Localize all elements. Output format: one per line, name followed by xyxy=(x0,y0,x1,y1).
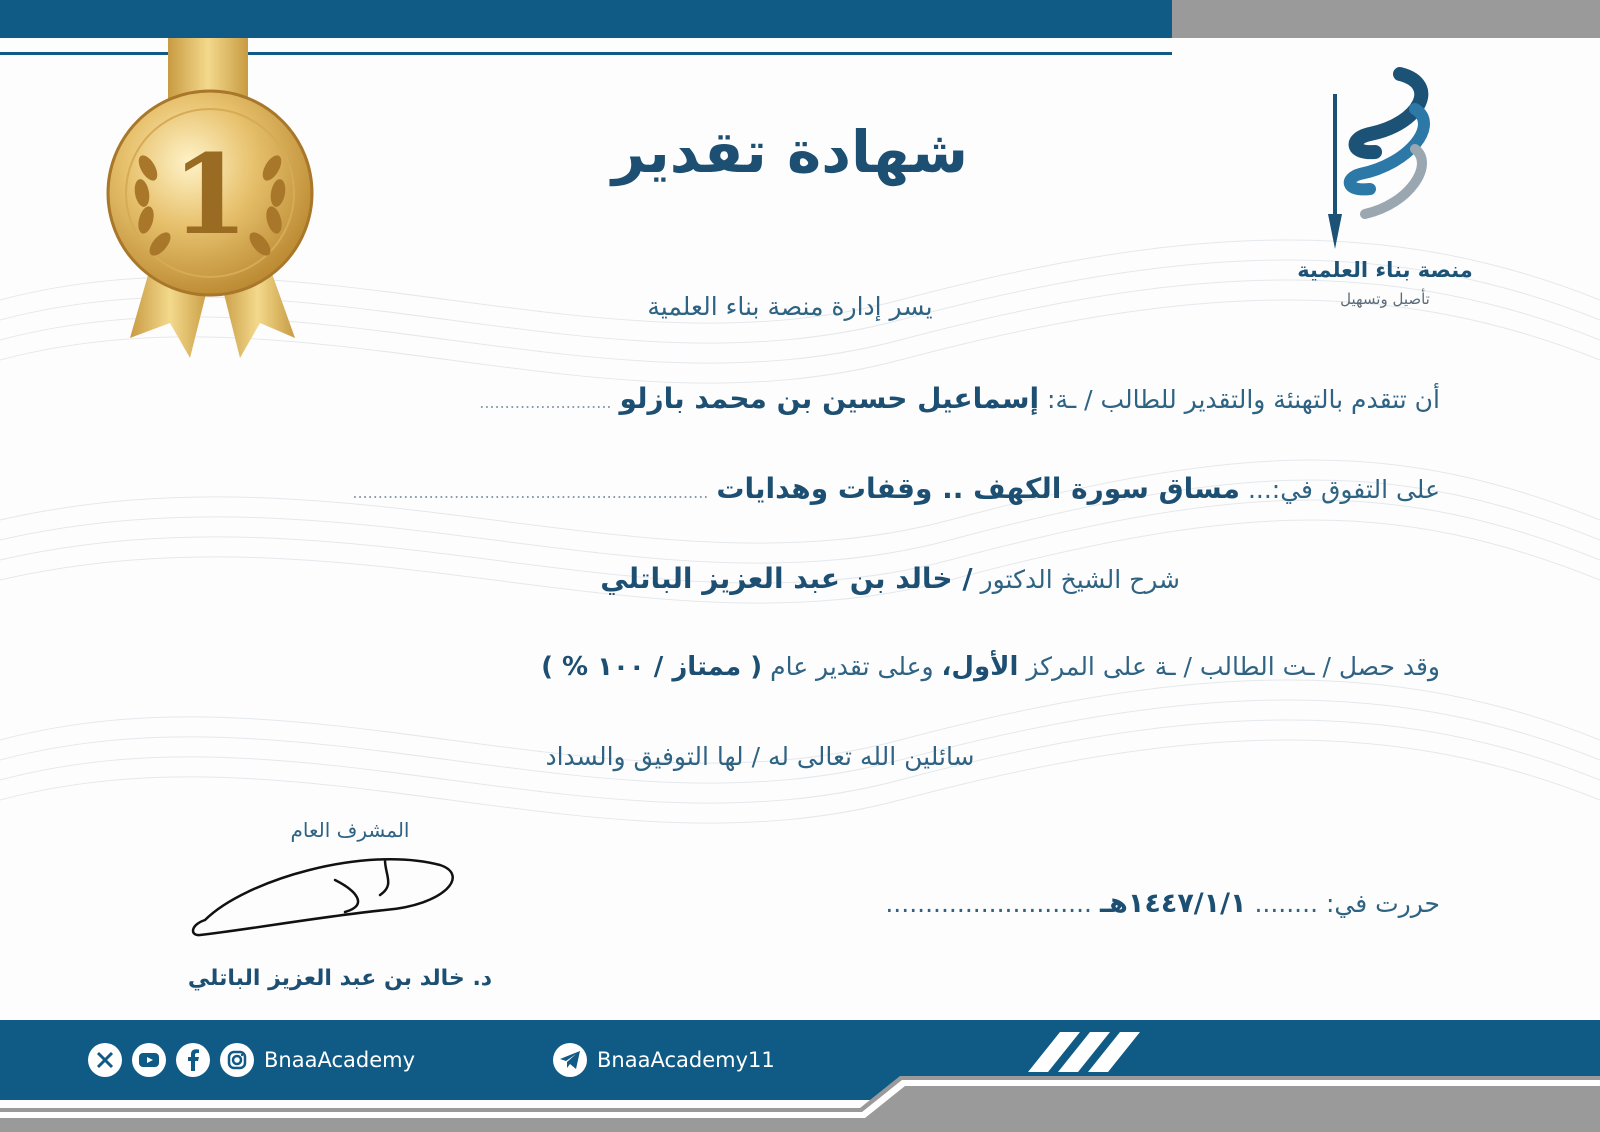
course-name: مساق سورة الكهف .. وقفات وهدايات xyxy=(716,472,1240,505)
date-line xyxy=(840,888,1440,919)
certificate-title: شهادة تقدير xyxy=(611,118,969,186)
telegram-icon[interactable] xyxy=(553,1043,587,1077)
top-bar-gray xyxy=(1172,0,1600,38)
x-icon[interactable] xyxy=(88,1043,122,1077)
result-text-1: وقد حصل / ـت الطالب / ـة على المركز xyxy=(1026,652,1440,681)
supervisor-title: المشرف العام xyxy=(290,818,410,842)
prayer-text: سائلين الله تعالى له / لها التوفيق والسداد xyxy=(545,742,975,771)
supervisor-name: د. خالد بن عبد العزيز الباتلي xyxy=(187,966,493,991)
excellence-line xyxy=(180,472,1440,505)
signature-image xyxy=(185,850,475,950)
result-line xyxy=(200,652,1440,682)
logo-name: منصة بناء العلمية xyxy=(1297,258,1473,282)
top-bar-blue xyxy=(0,0,1172,38)
result-text-2: وعلى تقدير عام xyxy=(770,652,934,681)
intro-text: يسر إدارة منصة بناء العلمية xyxy=(647,292,933,321)
rank-value: الأول، xyxy=(941,652,1019,682)
date-label: حررت في: xyxy=(1325,889,1440,918)
medal-number: 1 xyxy=(171,130,249,259)
student-name: إسماعيل حسين بن محمد بازلو xyxy=(619,382,1040,415)
grade-value: ( ممتاز / ١٠٠ % ) xyxy=(541,652,763,682)
logo-tagline: تأصيل وتسهيل xyxy=(1340,290,1430,308)
instagram-icon[interactable] xyxy=(220,1043,254,1077)
dotted-fill: ...................................................................... xyxy=(352,483,709,502)
youtube-icon[interactable] xyxy=(132,1043,166,1077)
social-icons xyxy=(88,1040,415,1080)
congrats-label: أن تتقدم بالتهنئة والتقدير للطالب / ـة: xyxy=(1047,385,1440,414)
dotted-fill: ........ xyxy=(1254,889,1319,918)
telegram-handle[interactable]: BnaaAcademy11 xyxy=(597,1048,775,1072)
date-value: ١٤٤٧/١/١هـ xyxy=(1099,888,1247,919)
explanation-label: شرح الشيخ الدكتور xyxy=(980,565,1180,594)
dotted-fill: .......................... xyxy=(479,393,612,412)
explanation-line xyxy=(380,562,1180,595)
facebook-icon[interactable] xyxy=(176,1043,210,1077)
teacher-name: / خالد بن عبد العزيز الباتلي xyxy=(600,562,973,595)
congrats-line xyxy=(180,382,1440,415)
social-handle[interactable]: BnaaAcademy xyxy=(264,1048,415,1072)
excellence-label: على التفوق في:... xyxy=(1247,475,1440,504)
dotted-fill: .......................... xyxy=(885,889,1092,918)
gold-medal-icon xyxy=(100,38,330,368)
telegram-link[interactable] xyxy=(553,1040,775,1080)
